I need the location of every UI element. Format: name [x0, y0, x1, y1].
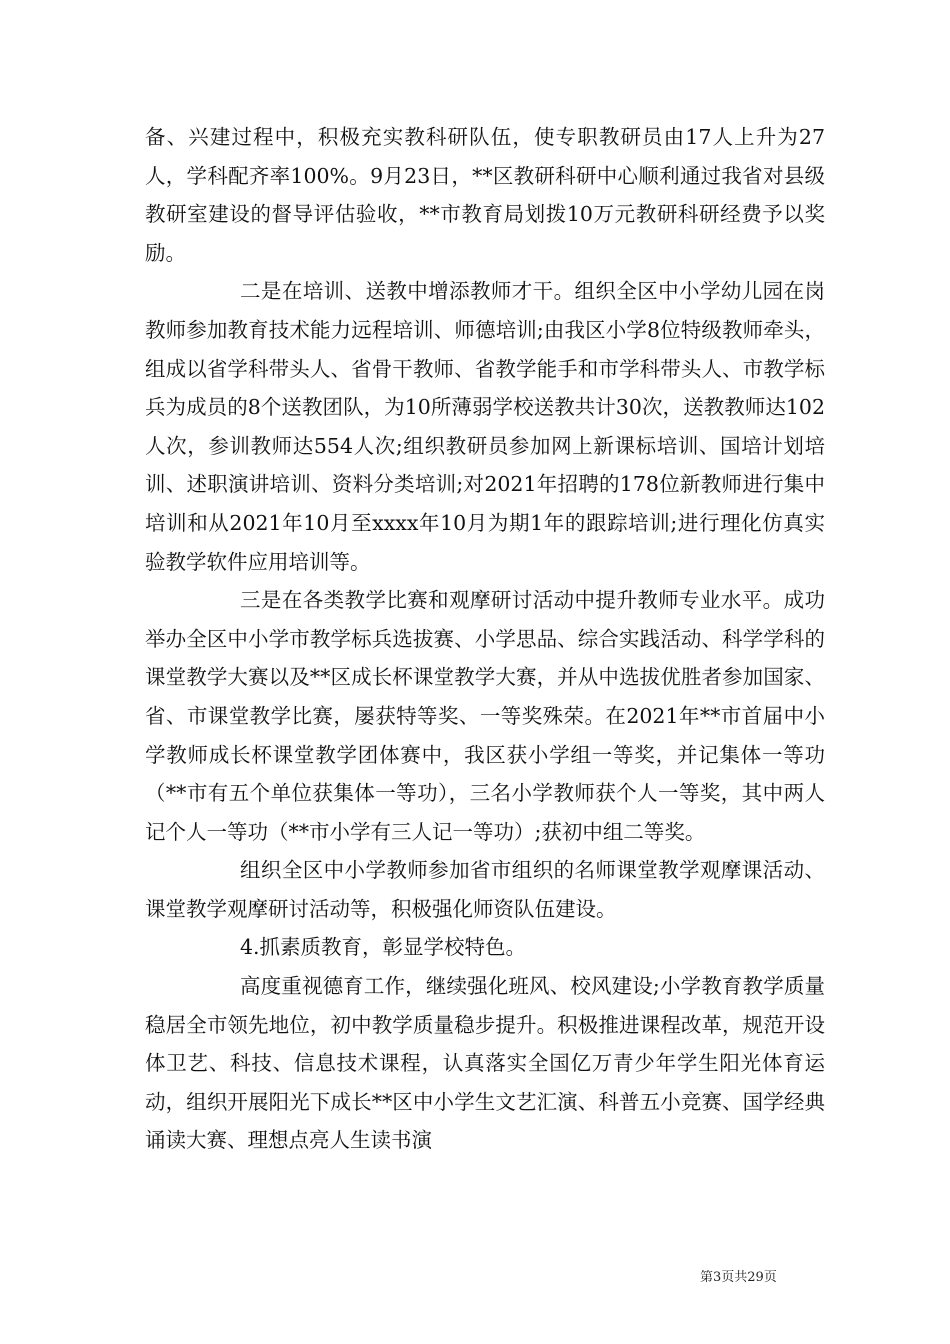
paragraph-observation: 组织全区中小学教师参加省市组织的名师课堂教学观摩课活动、课堂教学观摩研讨活动等，积极强化师资队伍建设。	[145, 858, 825, 921]
page-number-footer: 第3页共29页	[700, 1270, 777, 1285]
section-heading-quality-education: 4.抓素质教育，彰显学校特色。	[240, 935, 527, 960]
paragraph-training: 二是在培训、送教中增添教师才干。组织全区中小学幼儿园在岗教师参加教育技术能力远程培训、师德培训;由我区小学8位特级教师牵头，组成以省学科带头人、省骨干教师、省教学能手和市学科带头人、市教学标兵为成员的8个送教团队，为10所薄弱学校送教共计30次，送教教师达102人次，参训教师达554人次;组织教研员参加网上新课标培训、国培计划培训、述职演讲培训、资料分类培训;对2021年招聘的178位新教师进行集中培训和从2021年10月至xxxx年10月为期1年的跟踪培训;进行理化仿真实验教学软件应用培训等。	[145, 279, 825, 574]
document-body	[145, 118, 825, 1160]
paragraph-competitions: 三是在各类教学比赛和观摩研讨活动中提升教师专业水平。成功举办全区中小学市教学标兵选拔赛、小学思品、综合实践活动、科学学科的课堂教学大赛以及**区成长杯课堂教学大赛，并从中选拔优胜者参加国家、省、市课堂教学比赛，屡获特等奖、一等奖殊荣。在2021年**市首届中小学教师成长杯课堂教学团体赛中，我区获小学组一等奖，并记集体一等功（**市有五个单位获集体一等功），三名小学教师获个人一等奖，其中两人记个人一等功（**市小学有三人记一等功）;获初中组二等奖。	[145, 588, 825, 844]
paragraph-moral-education: 高度重视德育工作，继续强化班风、校风建设;小学教育教学质量稳居全市领先地位，初中教学质量稳步提升。积极推进课程改革，规范开设体卫艺、科技、信息技术课程，认真落实全国亿万青少年学生阳光体育运动，组织开展阳光下成长**区中小学生文艺汇演、科普五小竞赛、国学经典诵读大赛、理想点亮人生读书演	[145, 974, 825, 1153]
paragraph-continuation: 备、兴建过程中，积极充实教科研队伍，使专职教研员由17人上升为27人，学科配齐率100%。9月23日，**区教研科研中心顺利通过我省对县级教研室建设的督导评估验收，**市教育局划拨10万元教研科研经费予以奖励。	[145, 125, 825, 265]
